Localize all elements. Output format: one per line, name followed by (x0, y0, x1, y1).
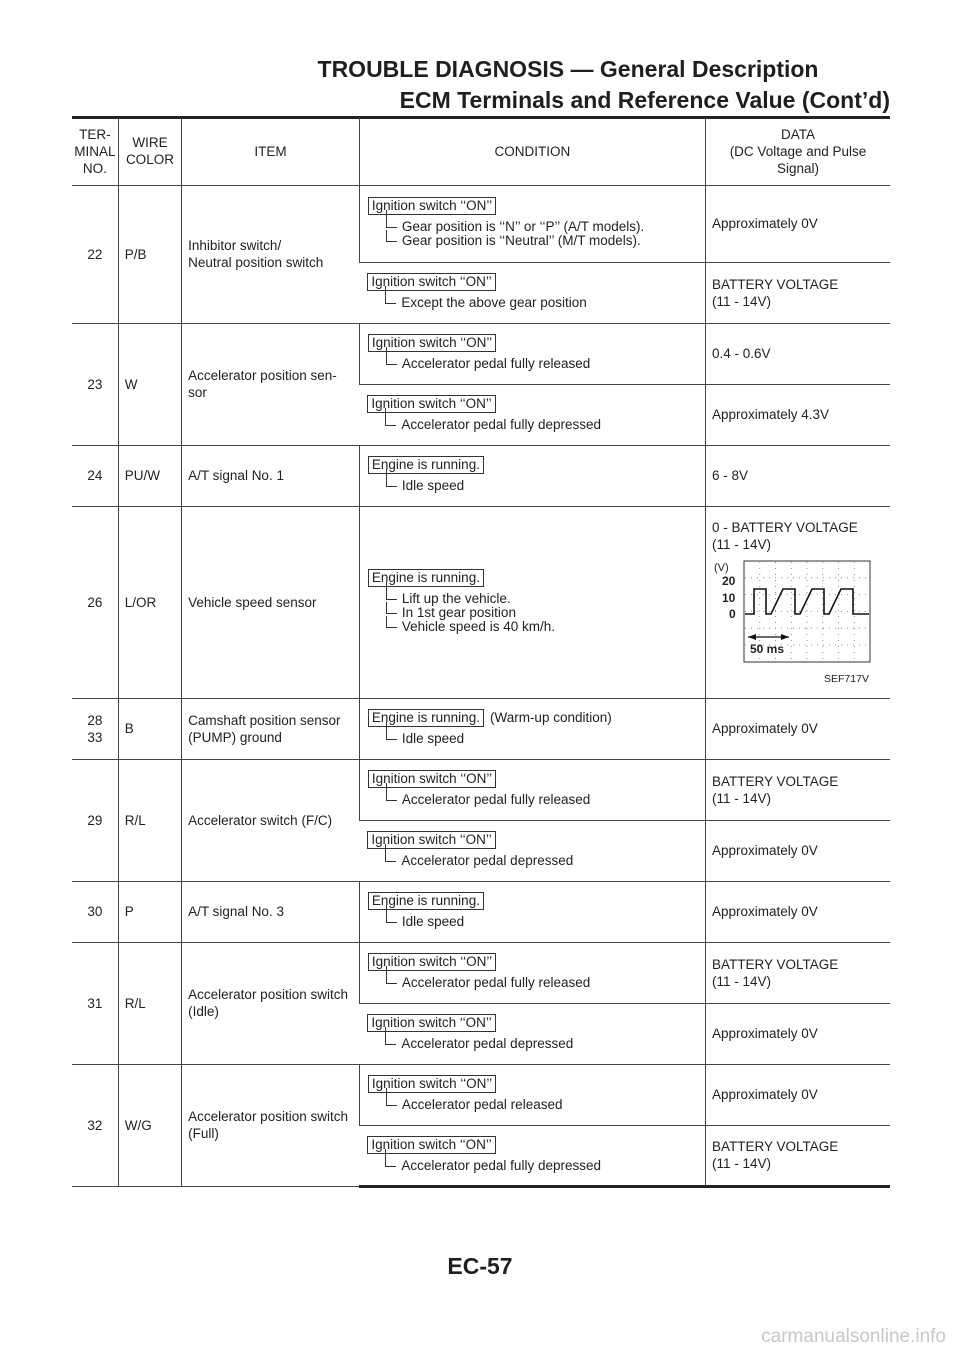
condition-badge: Ignition switch ‘‘ON’’ (368, 334, 496, 352)
arrow-head (748, 634, 756, 640)
item-cell (182, 445, 360, 506)
condition-substep: Accelerator pedal fully depressed (401, 418, 705, 432)
condition-substep: Idle speed (402, 915, 705, 929)
condition-cell (359, 1064, 705, 1125)
data-cell (705, 942, 890, 1003)
wire-color-cell: W/G (118, 1064, 181, 1186)
condition-cell (359, 759, 705, 820)
condition-cell (359, 323, 705, 384)
data-cell (705, 881, 890, 942)
condition-header (368, 569, 705, 587)
condition-header (368, 334, 705, 352)
data-value: 6 - 8V (711, 468, 749, 483)
condition-header (368, 770, 705, 788)
item-line: Accelerator position sen- (188, 368, 337, 383)
terminal-number: 29 (87, 812, 103, 828)
header-line: (DC Voltage and Pulse (729, 143, 867, 159)
condition-header (368, 709, 705, 727)
condition-substep: Accelerator pedal fully depressed (401, 1159, 705, 1173)
wire-color-cell: P/B (118, 185, 181, 323)
condition (359, 825, 705, 876)
col-header-item: ITEM (182, 118, 360, 185)
terminal-cell (72, 881, 118, 942)
condition-substep: Except the above gear position (401, 296, 705, 310)
table-header-row (72, 118, 890, 185)
condition-substeps (379, 1037, 705, 1051)
condition-substep: Accelerator pedal fully released (402, 793, 705, 807)
condition-header (368, 1075, 705, 1093)
item-line: Accelerator position switch (188, 987, 348, 1002)
data-value: (11 - 14V) (711, 973, 772, 989)
condition-substep: Idle speed (402, 479, 705, 493)
condition-substep: Vehicle speed is 40 km/h. (402, 620, 705, 634)
wire-color-cell: R/L (118, 942, 181, 1064)
data-cell (705, 323, 890, 384)
item-line: sor (188, 385, 207, 400)
condition-header (368, 892, 705, 910)
condition-substep: Gear position is ‘‘N’’ or ‘‘P’’ (A/T models). (402, 220, 705, 234)
condition-substep: Accelerator pedal released (402, 1098, 705, 1112)
condition (359, 1130, 705, 1181)
item-cell (182, 759, 360, 881)
header-line: MINAL (74, 143, 116, 159)
condition-header (367, 1014, 705, 1032)
condition-substep: Accelerator pedal depressed (401, 1037, 705, 1051)
terminal-number: 26 (87, 594, 103, 610)
item-line: Accelerator switch (F/C) (188, 812, 333, 828)
item-cell (182, 323, 360, 445)
data-value: Approximately 0V (711, 1087, 818, 1102)
condition-cell (359, 820, 705, 881)
condition-substep: Accelerator pedal fully released (402, 357, 705, 371)
condition-cell (359, 262, 705, 323)
table-row (72, 1064, 890, 1125)
data-value: BATTERY VOLTAGE (711, 1139, 839, 1154)
condition-substep: Accelerator pedal fully released (402, 976, 705, 990)
col-header-wire (118, 118, 181, 185)
data-cell (705, 506, 890, 698)
data-value: Approximately 0V (711, 216, 818, 231)
watermark: carmanualsonline.info (761, 1326, 946, 1347)
condition-badge: Engine is running. (368, 892, 484, 910)
data-value: (11 - 14V) (711, 790, 772, 806)
condition-cell (359, 506, 705, 698)
condition-badge: Ignition switch ‘‘ON’’ (368, 953, 496, 971)
item-line: A/T signal No. 1 (188, 468, 284, 483)
table-row (72, 881, 890, 942)
condition (360, 1069, 705, 1120)
terminal-number: 33 (87, 729, 103, 745)
header-line: NO. (82, 160, 107, 176)
terminal-number: 32 (87, 1117, 103, 1133)
condition-cell (359, 942, 705, 1003)
data-cell (705, 759, 890, 820)
condition-substeps (380, 915, 705, 929)
condition-badge: Ignition switch ‘‘ON’’ (367, 395, 495, 413)
condition-header (368, 953, 705, 971)
col-header-condition: CONDITION (359, 118, 705, 185)
condition-substeps (380, 592, 705, 634)
header-line: TER- (79, 126, 111, 142)
page-subtitle: ECM Terminals and Reference Value (Cont’d) (399, 87, 890, 113)
condition (359, 267, 705, 318)
data-cell (705, 384, 890, 445)
data-value: BATTERY VOLTAGE (711, 276, 839, 292)
condition-cell (359, 698, 705, 759)
condition-extra: (Warm-up condition) (489, 710, 612, 725)
item-line: (Idle) (188, 1004, 219, 1019)
data-cell (705, 1003, 890, 1064)
col-header-data (705, 118, 890, 185)
page-number: EC-57 (447, 1253, 513, 1279)
terminal-cell (72, 1064, 118, 1186)
header-line: COLOR (125, 152, 174, 168)
header-line: WIRE (132, 135, 168, 151)
condition-header (368, 456, 705, 474)
condition (360, 191, 705, 256)
condition-substeps (380, 220, 705, 248)
terminal-table (72, 118, 890, 1188)
condition-badge: Engine is running. (368, 456, 484, 474)
condition (360, 764, 705, 815)
data-cell (705, 262, 890, 323)
condition-substep: Accelerator pedal depressed (401, 854, 705, 868)
item-line: Neutral position switch (188, 255, 324, 270)
condition-header (367, 831, 705, 849)
data-value: (11 - 14V) (711, 293, 772, 309)
wire-color-cell: B (118, 698, 181, 759)
condition-substep: Gear position is ‘‘Neutral’’ (M/T models). (402, 234, 705, 248)
terminal-cell (72, 698, 118, 759)
section-title: TROUBLE DIAGNOSIS — General Description (317, 56, 819, 82)
arrow-head (781, 634, 789, 640)
waveform-unit: (V) (713, 562, 729, 574)
data-cell (705, 1064, 890, 1125)
data-value: BATTERY VOLTAGE (711, 956, 839, 972)
terminal-cell (72, 942, 118, 1064)
condition (360, 328, 705, 379)
data-value: BATTERY VOLTAGE (711, 773, 839, 789)
terminal-number: 30 (87, 904, 103, 919)
wire-color-cell: P (118, 881, 181, 942)
header-line: DATA (780, 126, 815, 142)
terminal-number: 23 (87, 376, 103, 392)
data-cell (705, 185, 890, 262)
data-value: 0 - BATTERY VOLTAGE (711, 520, 858, 535)
item-line: Inhibitor switch/ (188, 238, 282, 253)
condition-substep: Idle speed (402, 732, 705, 746)
condition-badge: Ignition switch ‘‘ON’’ (368, 1075, 496, 1093)
condition-header (367, 1136, 705, 1154)
wire-color-cell: W (118, 323, 181, 445)
data-cell (705, 820, 890, 881)
condition-badge: Ignition switch ‘‘ON’’ (368, 770, 496, 788)
condition-substeps (380, 976, 705, 990)
condition (359, 389, 705, 440)
data-cell (705, 445, 890, 506)
data-cell (705, 698, 890, 759)
table-row (72, 323, 890, 384)
figure-caption: SEF717V (823, 673, 869, 685)
y-tick-label: 20 (721, 574, 736, 588)
terminal-number: 31 (87, 995, 103, 1011)
condition-header (368, 197, 705, 215)
terminal-cell (72, 445, 118, 506)
data-value: (11 - 14V) (711, 537, 772, 552)
wire-color-cell: L/OR (118, 506, 181, 698)
condition-badge: Ignition switch ‘‘ON’’ (367, 831, 495, 849)
condition-substeps (379, 296, 705, 310)
table-row (72, 445, 890, 506)
item-line: Accelerator position switch (188, 1109, 348, 1124)
data-value: Approximately 0V (711, 721, 818, 736)
data-value: Approximately 0V (711, 843, 818, 858)
table-row (72, 942, 890, 1003)
condition-cell (359, 384, 705, 445)
condition-cell (359, 1125, 705, 1186)
condition-badge: Ignition switch ‘‘ON’’ (367, 1014, 495, 1032)
data-value: Approximately 0V (711, 904, 818, 919)
condition (360, 563, 705, 642)
item-cell (182, 698, 360, 759)
item-line: A/T signal No. 3 (188, 904, 284, 919)
item-line: (PUMP) ground (188, 729, 282, 745)
condition-header (367, 273, 705, 291)
condition-badge: Ignition switch ‘‘ON’’ (367, 1136, 495, 1154)
table-row (72, 759, 890, 820)
terminal-cell (72, 185, 118, 323)
condition-substeps (380, 793, 705, 807)
item-line: (Full) (188, 1126, 219, 1141)
condition (360, 450, 705, 501)
condition (360, 703, 705, 754)
condition-substeps (379, 854, 705, 868)
condition-substeps (379, 1159, 705, 1173)
item-cell (182, 506, 360, 698)
condition (359, 1008, 705, 1059)
item-cell (182, 1064, 360, 1186)
item-line: Camshaft position sensor (188, 712, 341, 728)
item-cell (182, 942, 360, 1064)
wire-color-cell: PU/W (118, 445, 181, 506)
condition-badge: Engine is running. (368, 569, 484, 587)
condition-cell (359, 445, 705, 506)
condition-header (367, 395, 705, 413)
data-cell (705, 1125, 890, 1186)
wire-color-cell: R/L (118, 759, 181, 881)
condition-badge: Ignition switch ‘‘ON’’ (367, 273, 495, 291)
table-row (72, 506, 890, 698)
col-header-terminal (72, 118, 118, 185)
item-cell (182, 881, 360, 942)
condition (360, 886, 705, 937)
terminal-cell (72, 759, 118, 881)
data-value: (11 - 14V) (711, 1156, 772, 1171)
waveform-chart (712, 557, 877, 685)
condition-badge: Engine is running. (368, 709, 484, 727)
condition-substeps (380, 357, 705, 371)
condition-cell (359, 185, 705, 262)
header-line: Signal) (776, 160, 819, 176)
item-line: Vehicle speed sensor (188, 594, 317, 610)
data-value: 0.4 - 0.6V (711, 346, 771, 361)
terminal-cell (72, 506, 118, 698)
terminal-number: 24 (87, 468, 103, 483)
condition-substeps (380, 732, 705, 746)
condition-cell (359, 881, 705, 942)
condition-cell (359, 1003, 705, 1064)
data-value: Approximately 0V (711, 1026, 818, 1041)
item-cell (182, 185, 360, 323)
condition-substeps (380, 1098, 705, 1112)
condition-substeps (380, 479, 705, 493)
y-tick-label: 0 (728, 607, 736, 621)
condition-substeps (379, 418, 705, 432)
condition (360, 947, 705, 998)
condition-substep: Lift up the vehicle. (402, 592, 705, 606)
table-row (72, 698, 890, 759)
terminal-cell (72, 323, 118, 445)
table-row (72, 185, 890, 262)
terminal-number: 22 (87, 246, 103, 262)
condition-badge: Ignition switch ‘‘ON’’ (368, 197, 496, 215)
data-value: Approximately 4.3V (711, 407, 830, 422)
y-tick-label: 10 (721, 591, 736, 605)
condition-substep: In 1st gear position (402, 606, 705, 620)
time-scale-label: 50 ms (749, 642, 785, 656)
terminal-number: 28 (87, 712, 103, 728)
